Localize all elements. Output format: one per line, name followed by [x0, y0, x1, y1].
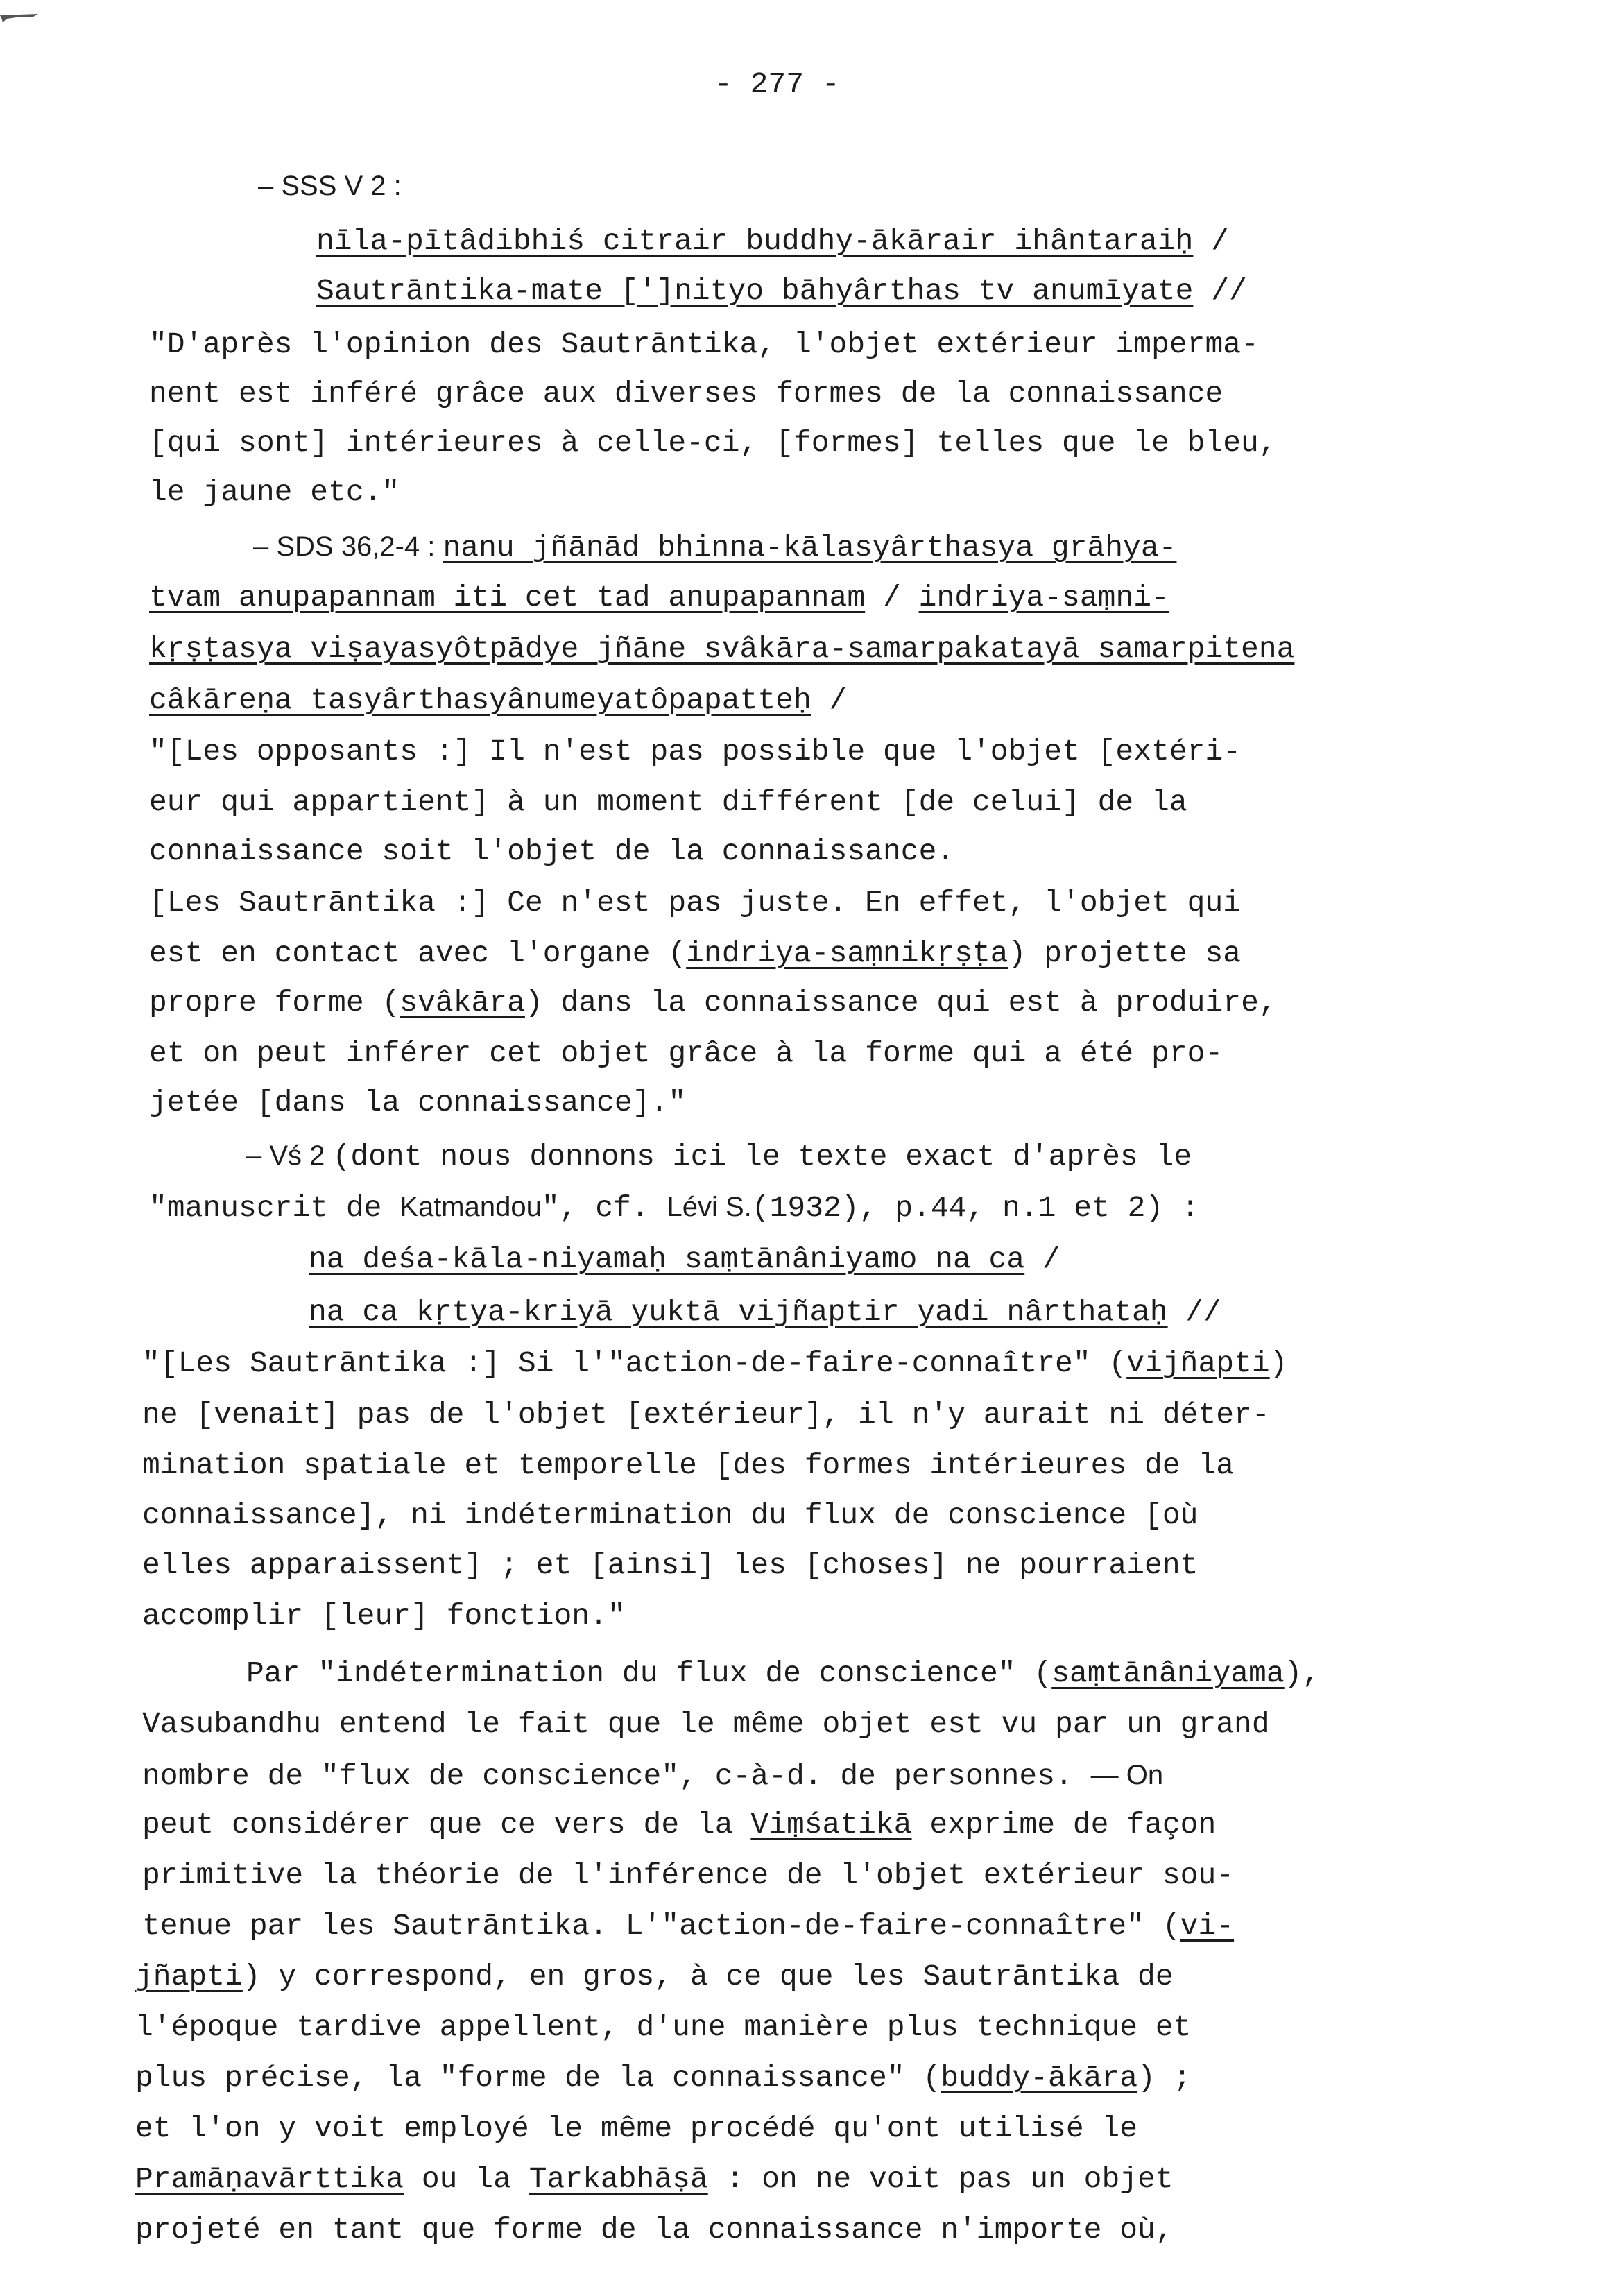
sds-translation-line: est en contact avec l'organe (indriya-saṃnikṛṣṭa) projette sa	[149, 936, 1242, 970]
sanskrit-verse: na ca kṛtya-kriyā yuktā vijñaptir yadi nârthataḥ	[309, 1295, 1168, 1329]
sanskrit-verse: nīla-pītâdibhiś citrair buddhy-ākārair ihântaraiḥ	[316, 224, 1194, 258]
sanskrit-verse: Sautrāntika-mate [']nityo bāhyârthas tv anumīyate	[316, 274, 1194, 308]
vs-translation-line: connaissance], ni indétermination du flux de conscience [où	[142, 1498, 1199, 1532]
vs-translation-line: "[Les Sautrāntika :] Si l'"action-de-faire-connaître" (vijñapti)	[142, 1346, 1288, 1380]
sds-line-1: – SDS 36,2-4 : nanu jñānād bhinna-kālasyârthasya grāhya-	[253, 531, 1177, 565]
paragraph-line: Vasubandhu entend le fait que le même objet est vu par un grand	[142, 1707, 1270, 1741]
vs-translation-line: mination spatiale et temporelle [des formes intérieures de la	[142, 1448, 1235, 1482]
page-number: - 277 -	[714, 67, 840, 101]
vs-heading-line: "manuscrit de Katmandou", cf. Lévi S.(1932), p.44, n.1 et 2) :	[149, 1191, 1199, 1225]
paragraph-line: tenue par les Sautrāntika. L'"action-de-faire-connaître" (vi-	[142, 1909, 1235, 1943]
vs-translation-line: accomplir [leur] fonction."	[142, 1599, 626, 1633]
paragraph-line: jñapti) y correspond, en gros, à ce que les Sautrāntika de	[135, 1960, 1174, 1994]
vs-verse-b: na ca kṛtya-kriyā yuktā vijñaptir yadi nârthataḥ //	[309, 1295, 1222, 1329]
sds-translation-line: connaissance soit l'objet de la connaissance.	[149, 834, 955, 868]
sss-translation-line: "D'après l'opinion des Sautrāntika, l'objet extérieur imperma-	[149, 327, 1259, 361]
paragraph-line: Par "indétermination du flux de conscience" (saṃtānâniyama),	[246, 1656, 1321, 1690]
sss-heading: – SSS V 2 :	[258, 171, 402, 201]
vs-translation-line: elles apparaissent] ; et [ainsi] les [choses] ne pourraient	[142, 1548, 1199, 1582]
sds-translation-line: jetée [dans la connaissance]."	[149, 1086, 687, 1120]
sds-translation-line: "[Les opposants :] Il n'est pas possible que l'objet [extéri-	[149, 735, 1242, 769]
paragraph-line: Pramāṇavārttika ou la Tarkabhāṣā : on ne voit pas un objet	[135, 2162, 1174, 2196]
sds-line-2: tvam anupapannam iti cet tad anupapannam / indriya-saṃni-	[149, 581, 1169, 615]
sds-translation-line: [Les Sautrāntika :] Ce n'est pas juste. En effet, l'objet qui	[149, 886, 1242, 920]
paragraph-line: peut considérer que ce vers de la Viṃśatikā exprime de façon	[142, 1808, 1217, 1842]
sss-translation-line: nent est inféré grâce aux diverses formes de la connaissance	[149, 377, 1223, 411]
sss-translation-line: le jaune etc."	[149, 475, 400, 509]
sds-translation-line: eur qui appartient] à un moment différent [de celui] de la	[149, 785, 1187, 819]
scan-corner-mark	[0, 12, 49, 22]
vs-verse-a: na deśa-kāla-niyamaḥ saṃtānâniyamo na ca /	[309, 1242, 1060, 1276]
vs-translation-line: ne [venait] pas de l'objet [extérieur], il n'y aurait ni déter-	[142, 1398, 1270, 1432]
sds-translation-line: et on peut inférer cet objet grâce à la forme qui a été pro-	[149, 1036, 1223, 1070]
sss-translation-line: [qui sont] intérieures à celle-ci, [formes] telles que le bleu,	[149, 426, 1277, 460]
sds-translation-line: propre forme (svâkāra) dans la connaissance qui est à produire,	[149, 986, 1277, 1020]
sanskrit-quote: kṛṣṭasya viṣayasyôtpādye jñāne svâkāra-samarpakatayā samarpitena	[149, 632, 1295, 666]
paragraph-line: et l'on y voit employé le même procédé qu'ont utilisé le	[135, 2111, 1138, 2145]
paragraph-line: primitive la théorie de l'inférence de l'objet extérieur sou-	[142, 1858, 1235, 1892]
sanskrit-quote: tvam anupapannam iti cet tad anupapannam	[149, 581, 866, 615]
sanskrit-verse: na deśa-kāla-niyamaḥ saṃtānâniyamo na ca	[309, 1242, 1025, 1276]
paragraph-line: plus précise, la "forme de la connaissance" (buddy-ākāra) ;	[135, 2061, 1192, 2095]
paragraph-line: nombre de "flux de conscience", c-à-d. de personnes. — On	[142, 1759, 1164, 1793]
sds-line-4: câkāreṇa tasyârthasyânumeyatôpapatteḥ /	[149, 683, 848, 717]
sanskrit-quote: nanu jñānād bhinna-kālasyârthasya grāhya-	[443, 531, 1177, 565]
paragraph-line: projeté en tant que forme de la connaissance n'importe où,	[135, 2213, 1174, 2247]
sanskrit-quote: câkāreṇa tasyârthasyânumeyatôpapatteḥ	[149, 683, 812, 717]
paragraph-line: l'époque tardive appellent, d'une manière plus technique et	[135, 2010, 1192, 2044]
vs-heading-line: – Vś 2 (dont nous donnons ici le texte exact d'après le	[246, 1140, 1192, 1174]
sanskrit-quote: indriya-saṃni-	[918, 581, 1169, 615]
sss-verse-b: Sautrāntika-mate [']nityo bāhyârthas tv anumīyate //	[316, 274, 1247, 308]
sss-verse-a: nīla-pītâdibhiś citrair buddhy-ākārair ihântaraiḥ /	[316, 224, 1230, 258]
sds-line-3	[149, 628, 1294, 670]
